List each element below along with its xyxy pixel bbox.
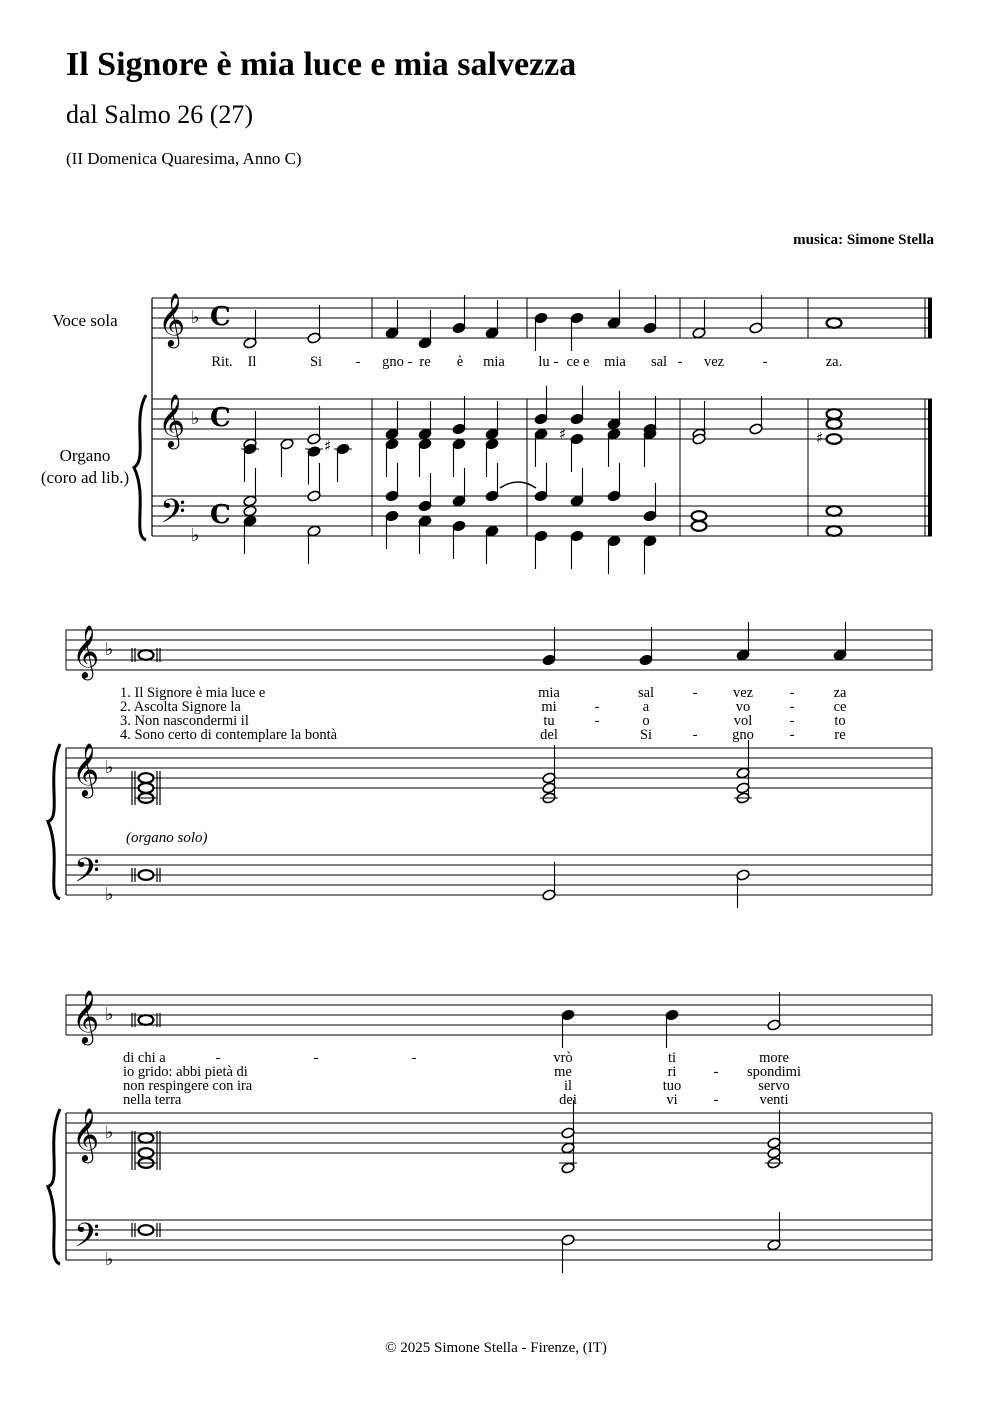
lyric-syllable: spondimi xyxy=(747,1064,801,1080)
whole-note xyxy=(692,521,707,531)
bass-clef: 𝄢 xyxy=(74,1217,100,1263)
lyric-syllable: ri xyxy=(667,1064,677,1080)
lyric-syllable: tu xyxy=(543,713,555,729)
lyric-syllable: re xyxy=(834,727,846,743)
tie xyxy=(500,482,536,488)
key-signature-flat: ♭ xyxy=(105,884,114,905)
lyric-hyphen: - xyxy=(762,354,768,370)
composer-credit: musica: Simone Stella xyxy=(793,232,934,248)
lyric-syllable: lu xyxy=(538,354,550,370)
lyric-syllable: a xyxy=(642,699,650,715)
time-signature: C xyxy=(210,500,231,530)
lyric-hyphen: - xyxy=(594,699,600,715)
verse-1-lead: di chi a xyxy=(123,1050,166,1066)
lyric-hyphen: - xyxy=(713,1092,719,1108)
lyric-syllable: vrò xyxy=(553,1050,573,1066)
verse-2-lead: io grido: abbi pietà di xyxy=(123,1064,248,1080)
lyric-syllable: vo xyxy=(735,699,751,715)
key-signature-flat: ♭ xyxy=(105,1122,114,1143)
lyric-syllable: za. xyxy=(825,354,843,370)
lyric-hyphen: - xyxy=(594,713,600,729)
time-signature: C xyxy=(210,403,231,433)
lyric-syllable: za xyxy=(833,685,847,701)
organ-label-choir: (coro ad lib.) xyxy=(40,468,130,487)
sharp-accidental: ♯ xyxy=(559,425,567,443)
lyric-syllable: vol xyxy=(733,713,753,729)
whole-note xyxy=(827,419,842,429)
verse-2-lead: 2. Ascolta Signore la xyxy=(120,699,241,715)
lyric-syllable: Il xyxy=(247,354,257,370)
lyric-syllable: o xyxy=(642,713,650,729)
page-subtitle: dal Salmo 26 (27) xyxy=(66,100,254,129)
lyric-hyphen: - xyxy=(713,1064,719,1080)
page-title: Il Signore è mia luce e mia salvezza xyxy=(66,46,577,83)
verse-4-lead: 4. Sono certo di contemplare la bontà xyxy=(120,727,338,743)
whole-note xyxy=(692,511,707,521)
treble-clef: 𝄞 xyxy=(72,624,100,678)
verse-4-lead: nella terra xyxy=(123,1092,182,1108)
verse-1-lead: 1. Il Signore è mia luce e xyxy=(120,685,266,701)
breve-note xyxy=(139,870,154,880)
lyric-syllable: gno xyxy=(382,354,404,370)
whole-note xyxy=(827,409,842,419)
time-signature: C xyxy=(210,302,231,332)
voice-label: Voce sola xyxy=(52,311,118,330)
breve-note xyxy=(139,783,154,793)
treble-clef: 𝄞 xyxy=(72,989,100,1043)
key-signature-flat: ♭ xyxy=(105,1249,114,1270)
key-signature-flat: ♭ xyxy=(191,307,200,328)
lyric-syllable: gno xyxy=(732,727,754,743)
lyric-hyphen: - xyxy=(215,1050,221,1066)
treble-clef: 𝄞 xyxy=(72,1107,100,1161)
lyric-syllable: ce xyxy=(833,699,847,715)
bass-clef: 𝄢 xyxy=(160,493,186,539)
breve-note xyxy=(139,1148,154,1158)
sharp-accidental: ♯ xyxy=(816,429,824,447)
breve-note xyxy=(139,1225,154,1235)
lyric-hyphen: - xyxy=(677,354,683,370)
lyric-syllable: to xyxy=(834,713,846,729)
key-signature-flat: ♭ xyxy=(191,525,200,546)
lyric-hyphen: - xyxy=(355,354,361,370)
lyric-syllable: ce e xyxy=(566,354,590,370)
treble-clef: 𝄞 xyxy=(158,292,186,346)
key-signature-flat: ♭ xyxy=(105,1004,114,1025)
copyright-footer: © 2025 Simone Stella - Firenze, (IT) xyxy=(385,1340,607,1356)
liturgical-occasion: (II Domenica Quaresima, Anno C) xyxy=(66,149,302,168)
grand-staff-brace xyxy=(48,1109,60,1264)
lyric-syllable: vez xyxy=(732,685,754,701)
lyric-syllable: vez xyxy=(703,354,725,370)
lyric-syllable: Si xyxy=(639,727,653,743)
grand-staff-brace xyxy=(48,744,60,899)
breve-note xyxy=(139,1015,154,1025)
lyric-hyphen: - xyxy=(789,713,795,729)
organ-solo-indication: (organo solo) xyxy=(126,830,208,846)
key-signature-flat: ♭ xyxy=(105,757,114,778)
breve-note xyxy=(139,650,154,660)
whole-note xyxy=(827,506,842,516)
bass-clef: 𝄢 xyxy=(74,852,100,898)
lyric-hyphen: - xyxy=(411,1050,417,1066)
lyric-syllable: sal xyxy=(637,685,655,701)
whole-note xyxy=(827,434,842,444)
lyric-syllable: mia xyxy=(538,685,560,701)
treble-clef: 𝄞 xyxy=(72,742,100,796)
lyric-syllable: mia xyxy=(604,354,626,370)
whole-note xyxy=(827,318,842,328)
lyric-syllable: dei xyxy=(559,1092,577,1108)
whole-note xyxy=(827,526,842,536)
lyric-syllable: tuo xyxy=(662,1078,682,1094)
sharp-accidental: ♯ xyxy=(324,437,332,455)
key-signature-flat: ♭ xyxy=(105,639,114,660)
organ-label: Organo xyxy=(59,446,111,465)
lyric-syllable: il xyxy=(563,1078,573,1094)
lyric-hyphen: - xyxy=(789,727,795,743)
lyric-syllable: me xyxy=(554,1064,572,1080)
lyric-syllable: ti xyxy=(667,1050,677,1066)
lyric-hyphen: - xyxy=(692,727,698,743)
lyric-hyphen: - xyxy=(692,685,698,701)
lyric-syllable: mi xyxy=(541,699,557,715)
refrain-label: Rit. xyxy=(211,354,233,370)
verse-3-lead: 3. Non nascondermi il xyxy=(120,713,249,729)
verse-3-lead: non respingere con ira xyxy=(123,1078,253,1094)
lyric-syllable: del xyxy=(540,727,558,743)
lyric-hyphen: - xyxy=(553,354,559,370)
lyric-syllable: more xyxy=(759,1050,789,1066)
lyric-syllable: è xyxy=(456,354,464,370)
key-signature-flat: ♭ xyxy=(191,408,200,429)
lyric-syllable: venti xyxy=(759,1092,789,1108)
lyric-syllable: sal xyxy=(650,354,668,370)
lyric-syllable: servo xyxy=(758,1078,790,1094)
lyric-hyphen: - xyxy=(789,699,795,715)
breve-note xyxy=(139,773,154,783)
lyric-syllable: Si xyxy=(309,354,323,370)
treble-clef: 𝄞 xyxy=(158,393,186,447)
breve-note xyxy=(139,1133,154,1143)
lyric-syllable: vi xyxy=(666,1092,678,1108)
lyric-hyphen: - xyxy=(407,354,413,370)
lyric-syllable: mia xyxy=(483,354,505,370)
lyric-hyphen: - xyxy=(789,685,795,701)
note-head xyxy=(243,505,257,517)
lyric-hyphen: - xyxy=(313,1050,319,1066)
lyric-syllable: re xyxy=(419,354,431,370)
